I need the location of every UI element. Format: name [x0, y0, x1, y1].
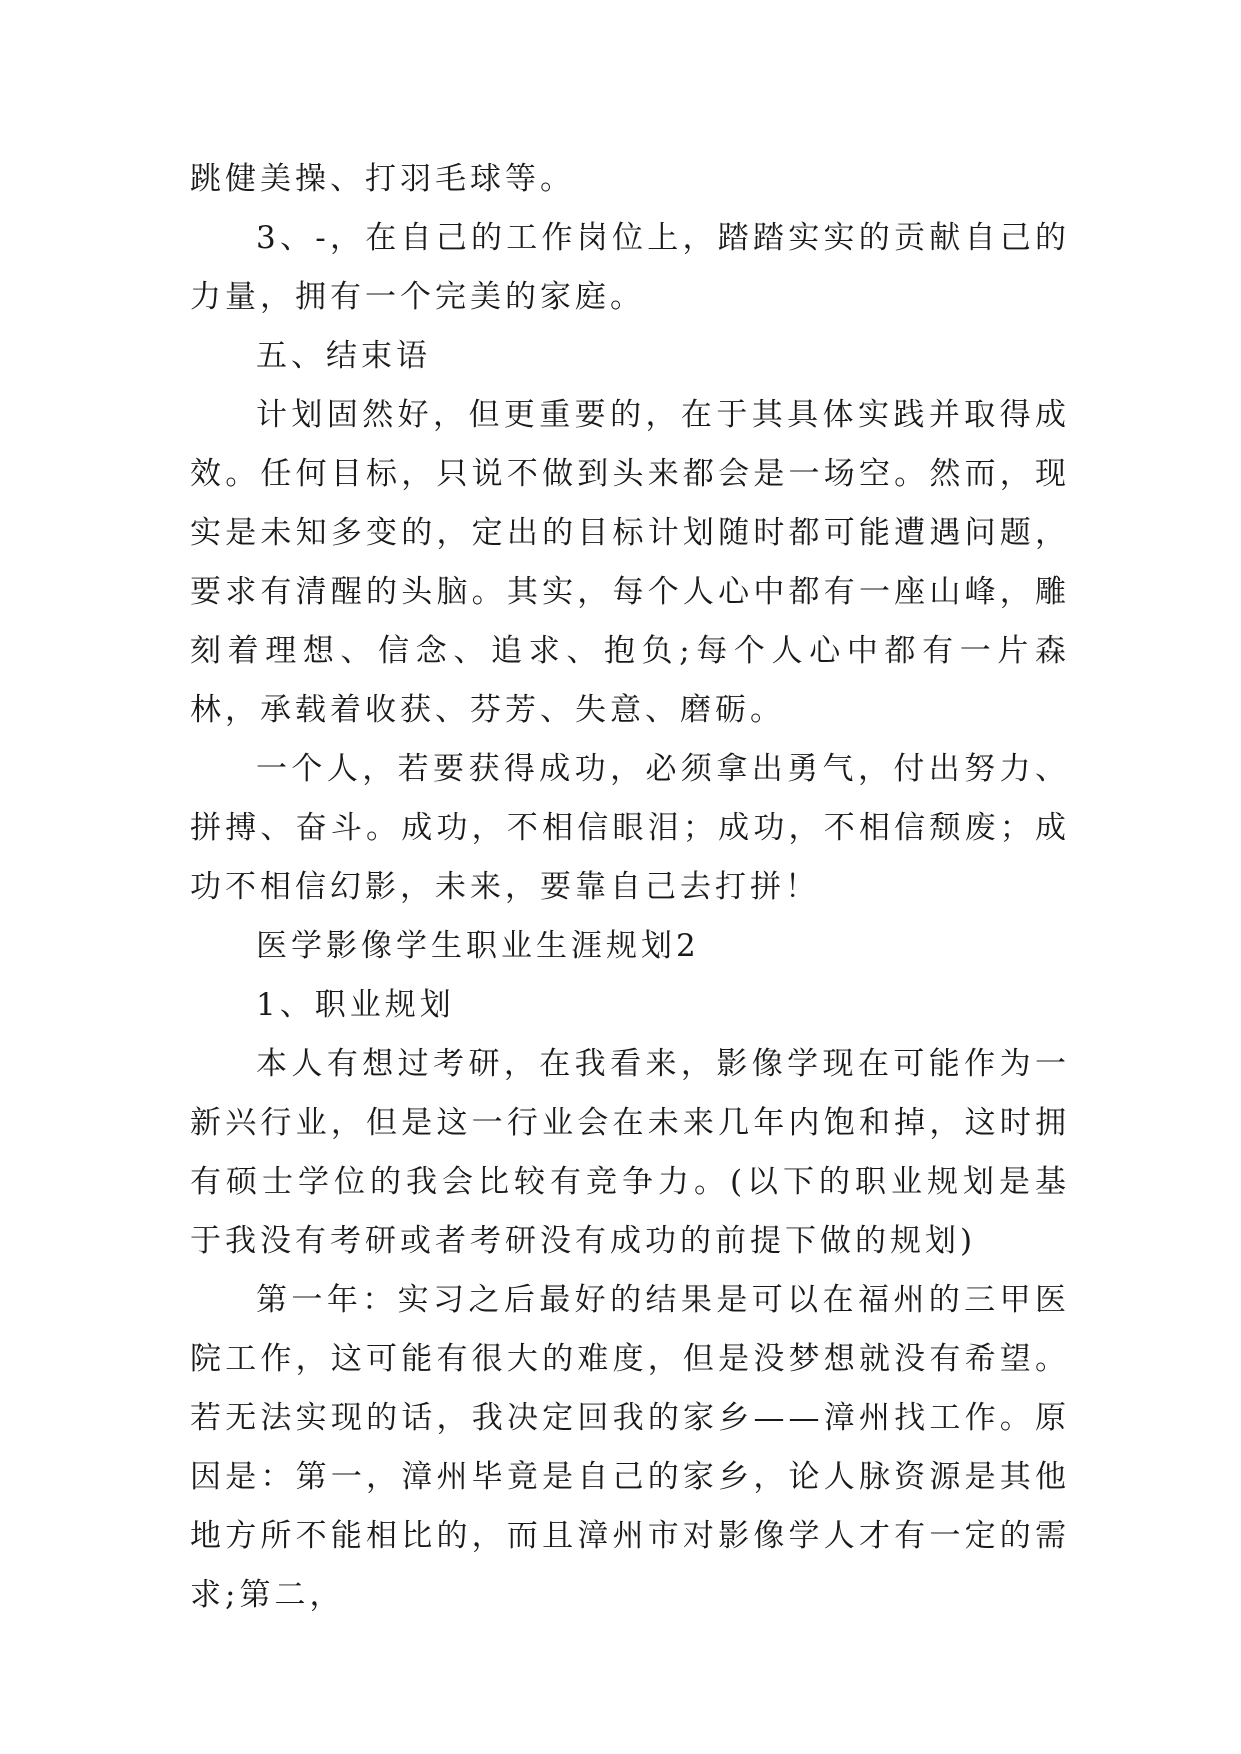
paragraph-4: 计划固然好，但更重要的，在于其具体实践并取得成效。任何目标，只说不做到头来都会是一场空。然而，现实是未知多变的，定出的目标计划随时都可能遭遇问题，要求有清醒的头脑。其实，每个人心中都有一座山峰，雕刻着理想、信念、追求、抱负;每个人心中都有一片森林，承载着收获、芬芳、失意、磨砺。: [190, 397, 1070, 728]
section-heading-conclusion: 五、结束语: [256, 338, 431, 374]
paragraph-2: 3、-，在自己的工作岗位上，踏踏实实的贡献自己的力量，拥有一个完美的家庭。: [190, 220, 1070, 315]
paragraph-9: 第一年：实习之后最好的结果是可以在福州的三甲医院工作，这可能有很大的难度，但是没梦想就没有希望。若无法实现的话，我决定回我的家乡——漳州找工作。原因是：第一，漳州毕竟是自己的家乡，论人脉资源是其他地方所不能相比的，而且漳州市对影像学人才有一定的需求;第二，: [190, 1282, 1070, 1613]
section-heading-career-plan: 1、职业规划: [256, 987, 455, 1023]
paragraph-8: 本人有想过考研，在我看来，影像学现在可能作为一新兴行业，但是这一行业会在未来几年内饱和掉，这时拥有硕士学位的我会比较有竞争力。(以下的职业规划是基于我没有考研或者考研没有成功的前提下做的规划): [190, 1046, 1070, 1259]
document-body: [190, 150, 1070, 1625]
paragraph-1: 跳健美操、打羽毛球等。: [190, 161, 575, 197]
article-title-2: 医学影像学生职业生涯规划2: [256, 928, 700, 964]
paragraph-5: 一个人，若要获得成功，必须拿出勇气，付出努力、拼搏、奋斗。成功，不相信眼泪；成功，不相信颓废；成功不相信幻影，未来，要靠自己去打拼！: [190, 751, 1070, 905]
